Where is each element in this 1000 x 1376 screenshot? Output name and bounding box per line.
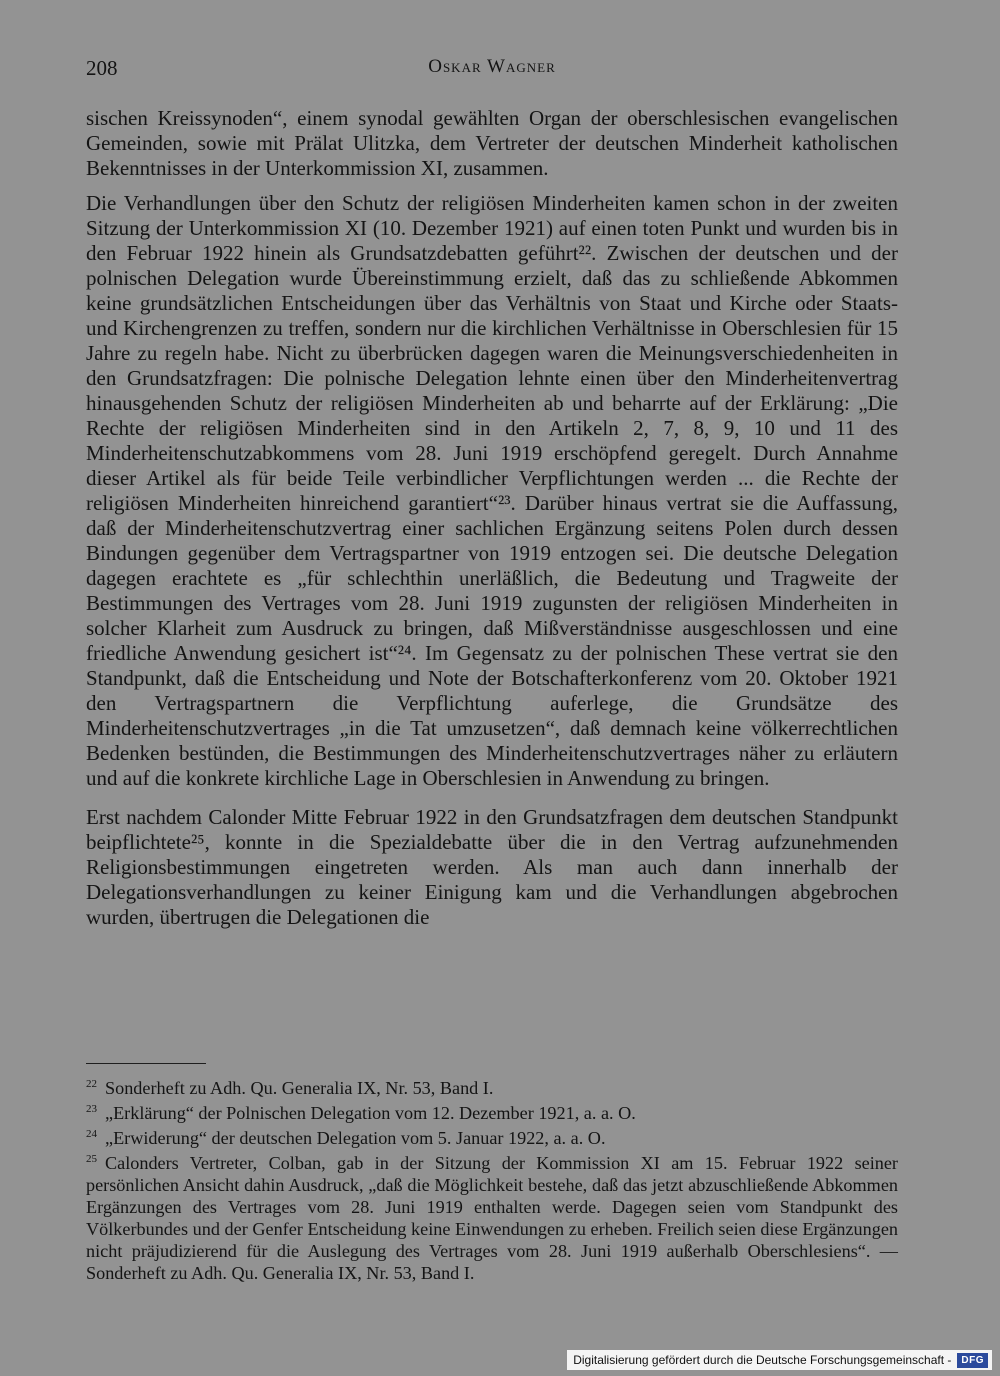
footnote-marker: 25 <box>86 1152 97 1165</box>
footnote <box>86 1127 898 1149</box>
footnote-marker: 22 <box>86 1077 97 1090</box>
footnote-text: „Erklärung“ der Polnischen Delegation vom 12. Dezember 1921, a. a. O. <box>105 1103 636 1123</box>
footnotes <box>86 1077 898 1287</box>
running-head: Oskar Wagner <box>428 56 556 77</box>
footnote <box>86 1077 898 1099</box>
footnote <box>86 1152 898 1284</box>
page-header <box>86 56 898 82</box>
footnote-separator <box>86 1063 206 1064</box>
footnote-marker: 24 <box>86 1127 97 1140</box>
dfg-logo: DFG <box>957 1353 988 1368</box>
digitization-footer <box>567 1350 992 1370</box>
footnote-text: „Erwiderung“ der deutschen Delegation vom 5. Januar 1922, a. a. O. <box>105 1128 606 1148</box>
paragraph: sischen Kreissynoden“, einem synodal gewählten Organ der oberschlesischen evangelischen Gemeinden, sowie mit Prälat Ulitzka, dem Vertreter der deutschen Minderheit katholischen Bekenntnisses in der Unterkommission XI, zusammen. <box>86 106 898 180</box>
funding-note: Digitalisierung gefördert durch die Deutsche Forschungsgemeinschaft - <box>573 1353 952 1367</box>
body-text <box>86 106 898 940</box>
footnote <box>86 1102 898 1124</box>
paragraph: Die Verhandlungen über den Schutz der religiösen Minderheiten kamen schon in der zweiten Sitzung der Unterkommission XI (10. Dezember 1921) auf einen toten Punkt und wurden bis in den Februar 1922 hinein als Grundsatzdebatten geführt²². Zwischen der deutschen und der polnischen Delegation wurde Übereinstimmung erzielt, daß das zu schließende Abkommen keine grundsätzlichen Entscheidungen über das Verhältnis von Staat und Kirche oder Staats- und Kirchengrenzen zu treffen, sondern nur die kirchlichen Verhältnisse in Oberschlesien für 15 Jahre zu regeln habe. Nicht zu überbrücken dagegen waren die Meinungsverschiedenheiten in den Grundsatzfragen: Die polnische Delegation lehnte einen über den Minderheitenvertrag hinausgehenden Schutz der religiösen Minderheiten ab und beharrte auf der Erklärung: „Die Rechte der religiösen Minderheiten sind in den Artikeln 2, 7, 8, 9, 10 und 11 des Minderheitenschutzabkommens vom 28. Juni 1919 erschöpfend geregelt. Durch Annahme dieser Artikel als für beide Teile verbindlicher Verpflichtungen werden ... die Rechte der religiösen Minderheiten hinreichend garantiert“²³. Darüber hinaus vertrat sie die Auffassung, daß der Minderheitenschutzvertrag einer sachlichen Ergänzung seitens Polen durch dessen Bindungen gegenüber dem Vertragspartner von 1919 entzogen sei. Die deutsche Delegation dagegen erachtete es „für schlechthin unerläßlich, die Bedeutung und Tragweite der Bestimmungen des Vertrages vom 28. Juni 1919 zugunsten der religiösen Minderheiten in solcher Klarheit zum Ausdruck zu bringen, daß Mißverständnisse ausgeschlossen und eine friedliche Anwendung gesichert ist“²⁴. Im Gegensatz zu der polnischen These vertrat sie den Standpunkt, daß die Entscheidung und Note der Botschafterkonferenz vom 20. Oktober 1921 den Vertragspartnern die Verpflichtung auferlege, die Grundsätze des Minderheitenschutzvertrages „in die Tat umzusetzen“, daß demnach keine völkerrechtlichen Bedenken bestünden, die Bestimmungen des Minderheitenschutzvertrages näher zu erläutern und auf die konkrete kirchliche Lage in Oberschlesien in Anwendung zu bringen. <box>86 191 898 790</box>
footnote-text: Calonders Vertreter, Colban, gab in der Sitzung der Kommission XI am 15. Februar 1922 seiner persönlichen Ansicht dahin Ausdruck, „daß die Möglichkeit bestehe, daß das jetzt abzuschließende Abkommen Ergänzungen des Vertrages vom 28. Juni 1919 enthalten werde. Dagegen seien vom Standpunkt des Völkerbundes und der Genfer Entscheidung keine Einwendungen zu erheben. Freilich seien diese Ergänzungen nicht präjudizierend für die Auslegung des Vertrages vom 28. Juni 1919 außerhalb Oberschlesiens“. — Sonderheft zu Adh. Qu. Generalia IX, Nr. 53, Band I. <box>86 1153 898 1283</box>
footnote-marker: 23 <box>86 1102 97 1115</box>
paragraph: Erst nachdem Calonder Mitte Februar 1922 in den Grundsatzfragen dem deutschen Standpunkt beipflichtete²⁵, konnte in die Spezialdebatte über die in den Vertrag aufzunehmenden Religionsbestimmungen eingetreten werden. Als man auch dann innerhalb der Delegationsverhandlungen zu keiner Einigung kam und die Verhandlungen abgebrochen wurden, übertrugen die Delegationen die <box>86 805 898 929</box>
page-number: 208 <box>86 56 118 80</box>
footnote-text: Sonderheft zu Adh. Qu. Generalia IX, Nr. 53, Band I. <box>105 1078 494 1098</box>
